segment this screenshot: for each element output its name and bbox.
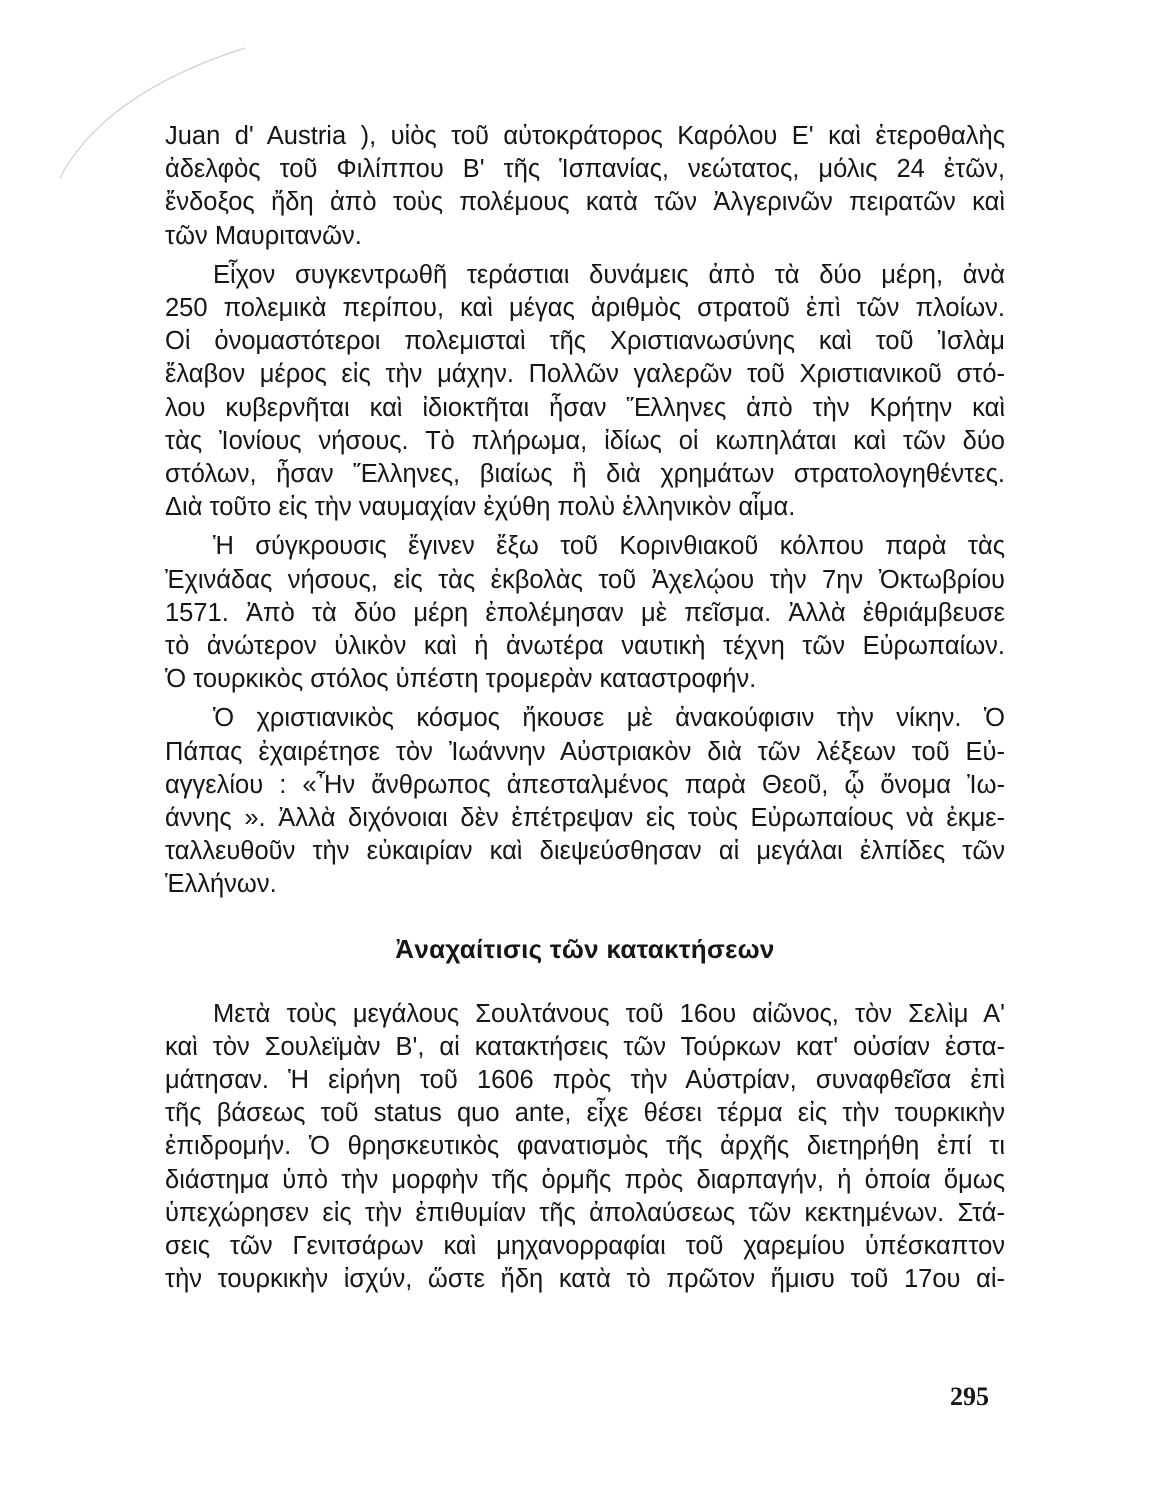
text-line: Ὁ τουρκικὸς στόλος ὑπέστη τρομερὰν καταστροφήν. (165, 665, 757, 694)
text-line: τῶν Μαυριτανῶν. (165, 221, 362, 250)
text-line: άννης ». Ἀλλὰ διχόνοιαι δὲν ἐπέτρεψαν εἰς τοὺς Εὐρωπαίους νὰ ἐκμε- (165, 804, 1005, 833)
text-line: τὸ ἀνώτερον ὑλικὸν καὶ ἡ ἀνωτέρα ναυτικὴ τέχνη τῶν Εὐρωπαίων. (165, 632, 1005, 661)
text-line: μάτησαν. Ἡ εἰρήνη τοῦ 1606 πρὸς τὴν Αὐστρίαν, συναφθεῖσα ἐπὶ (165, 1066, 1005, 1095)
page-text (165, 120, 1005, 1303)
text-line: Ἐχινάδας νήσους, εἰς τὰς ἐκβολὰς τοῦ Ἀχελῴου τὴν 7ην Ὀκτωβρίου (165, 565, 1005, 594)
text-line: Οἱ ὀνομαστότεροι πολεμισταὶ τῆς Χριστιανωσύνης καὶ τοῦ Ἰσλὰμ (165, 327, 1005, 356)
text-line: Juan d' Austria ), υἱὸς τοῦ αὐτοκράτορος Καρόλου Ε' καὶ ἑτεροθαλὴς (165, 122, 1005, 150)
text-line: ἔλαβον μέρος εἰς τὴν μάχην. Πολλῶν γαλερῶν τοῦ Χριστιανικοῦ στό- (165, 360, 1005, 389)
text-line: Εἶχον συγκεντρωθῆ τεράστιαι δυνάμεις ἀπὸ τὰ δύο μέρη, ἀνὰ (213, 260, 1005, 289)
text-line: ἀδελφὸς τοῦ Φιλίππου Β' τῆς Ἱσπανίας, νεώτατος, μόλις 24 ἐτῶν, (165, 155, 1005, 184)
paragraph-3 (165, 530, 1005, 696)
paragraph-4 (165, 702, 1005, 901)
text-line: ἔνδοξος ἤδη ἀπὸ τοὺς πολέμους κατὰ τῶν Ἀλγερινῶν πειρατῶν καὶ (165, 188, 1005, 217)
paragraph-1 (165, 120, 1005, 253)
text-line: αγγελίου : «Ἦν ἄνθρωπος ἀπεσταλμένος παρὰ Θεοῦ, ᾧ ὄνομα Ἰω- (165, 770, 1005, 799)
text-line: ἐπιδρομήν. Ὁ θρησκευτικὸς φανατισμὸς τῆς ἀρχῆς διετηρήθη ἐπί τι (165, 1132, 1005, 1161)
text-line: στόλων, ἦσαν Ἕλληνες, βιαίως ἢ διὰ χρημάτων στρατολογηθέντες. (165, 460, 1005, 489)
text-line: διάστημα ὑπὸ τὴν μορφὴν τῆς ὁρμῆς πρὸς διαρπαγήν, ἡ ὁποία ὅμως (165, 1165, 1005, 1194)
text-line: Πάπας ἐχαιρέτησε τὸν Ἰωάννην Αὐστριακὸν διὰ τῶν λέξεων τοῦ Εὐ- (165, 737, 1005, 766)
text-line: σεις τῶν Γενιτσάρων καὶ μηχανορραφίαι τοῦ χαρεμίου ὑπέσκαπτον (165, 1232, 1005, 1261)
text-line: Μετὰ τοὺς μεγάλους Σουλτάνους τοῦ 16ου αἰῶνος, τὸν Σελὶμ Α' (213, 999, 1005, 1028)
text-line: ὑπεχώρησεν εἰς τὴν ἐπιθυμίαν τῆς ἀπολαύσεως τῶν κεκτημένων. Στά- (165, 1198, 1005, 1227)
text-line: Διὰ τοῦτο εἰς τὴν ναυμαχίαν ἐχύθη πολὺ ἑλληνικὸν αἷμα. (165, 493, 796, 522)
section-heading: Ἀναχαίτισις τῶν κατακτήσεων (395, 933, 775, 964)
text-line: Ὁ χριστιανικὸς κόσμος ἤκουσε μὲ ἀνακούφισιν τὴν νίκην. Ὁ (213, 704, 1005, 733)
text-line: Ἡ σύγκρουσις ἔγινεν ἔξω τοῦ Κορινθιακοῦ κόλπου παρὰ τὰς (213, 532, 1005, 561)
text-line: Ἑλλήνων. (165, 870, 277, 899)
paragraph-5 (165, 998, 1005, 1297)
page-number: 295 (950, 1382, 989, 1411)
paragraph-2 (165, 259, 1005, 525)
text-line: τὴν τουρκικὴν ἰσχύν, ὥστε ἤδη κατὰ τὸ πρῶτον ἥμισυ τοῦ 17ου αἰ- (165, 1265, 1005, 1294)
text-line: ταλλευθοῦν τὴν εὐκαιρίαν καὶ διεψεύσθησαν αἱ μεγάλαι ἐλπίδες τῶν (165, 837, 1005, 866)
text-line: 1571. Ἀπὸ τὰ δύο μέρη ἐπολέμησαν μὲ πεῖσμα. Ἀλλὰ ἐθριάμβευσε (165, 598, 1005, 627)
text-line: τῆς βάσεως τοῦ status quo ante, εἶχε θέσει τέρμα εἰς τὴν τουρκικὴν (165, 1099, 1005, 1128)
text-line: λου κυβερνῆται καὶ ἰδιοκτῆται ἦσαν Ἕλληνες ἀπὸ τὴν Κρήτην καὶ (165, 393, 1005, 422)
text-line: καὶ τὸν Σουλεϊμὰν Β', αἱ κατακτήσεις τῶν Τούρκων κατ' οὐσίαν ἐστα- (165, 1032, 1005, 1061)
text-line: 250 πολεμικὰ περίπου, καὶ μέγας ἀριθμὸς στρατοῦ ἐπὶ τῶν πλοίων. (165, 294, 1005, 323)
text-line: τὰς Ἰονίους νήσους. Τὸ πλήρωμα, ἰδίως οἱ κωπηλάται καὶ τῶν δύο (165, 426, 1005, 455)
